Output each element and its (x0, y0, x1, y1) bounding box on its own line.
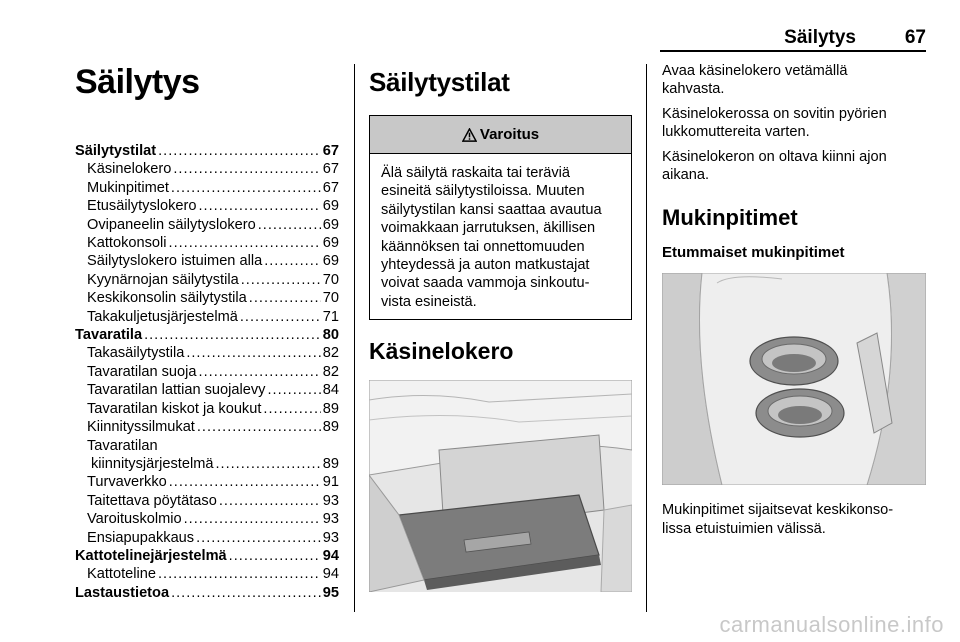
toc-entry-title: Takakuljetusjärjestelmä (87, 308, 238, 325)
toc-entry-page: 67 (322, 161, 339, 178)
toc-entry-page: 93 (322, 492, 339, 509)
dot-leader (197, 418, 321, 436)
warning-header (370, 116, 631, 154)
toc-entry-page: 89 (322, 455, 339, 472)
toc-entry-page: 80 (322, 327, 339, 344)
toc-entry-page: 71 (322, 308, 339, 325)
toc-entry: Tavaratilan (87, 437, 158, 454)
dot-leader (199, 363, 321, 381)
dot-leader (240, 308, 321, 326)
toc-entry[interactable] (75, 179, 339, 197)
toc-entry-page: 93 (322, 529, 339, 546)
content-column-2 (369, 62, 632, 592)
text-line: Avaa käsinelokero vetämällä (662, 63, 848, 79)
toc-entry-title: kiinnitysjärjestelmä (91, 455, 214, 472)
toc-entry-page: 89 (322, 419, 339, 436)
toc-entry-title: Kiinnityssilmukat (87, 419, 195, 436)
warning-line: Älä säilytä raskaita tai teräviä (381, 165, 570, 181)
dot-leader (263, 400, 320, 418)
section-title: Säilytystilat (369, 67, 510, 97)
toc-section-entry[interactable] (75, 326, 339, 344)
text-line: lissa etuistuimien välissä. (662, 520, 826, 537)
dot-leader (199, 197, 321, 215)
toc-entry[interactable] (75, 529, 339, 547)
toc-entry-title: Takasäilytystila (87, 345, 185, 362)
table-of-contents (75, 142, 339, 602)
dot-leader (229, 547, 321, 565)
toc-entry-title: Kattokonsoli (87, 235, 167, 252)
dot-leader (196, 529, 321, 547)
toc-entry-title: Keskikonsolin säilytystila (87, 290, 247, 307)
toc-entry[interactable] (75, 510, 339, 528)
column-divider (354, 64, 355, 612)
dot-leader (169, 234, 321, 252)
toc-entry[interactable] (75, 455, 339, 473)
toc-entry-title: Tavaratilan lattian suojalevy (87, 382, 266, 399)
toc-entry-title: Tavaratila (75, 327, 143, 344)
watermark: carmanualsonline.info (719, 612, 944, 637)
toc-entry-page: 93 (322, 511, 339, 528)
toc-entry-page: 91 (322, 474, 339, 491)
toc-entry-title: Tavaratilan suoja (87, 363, 197, 380)
dot-leader (173, 160, 320, 178)
toc-entry-page: 84 (322, 382, 339, 399)
toc-entry-title: Ovipaneelin säilytyslokero (87, 216, 256, 233)
paragraph-open-glovebox (662, 62, 926, 99)
sub-heading: Etummaiset mukinpitimet (662, 244, 845, 262)
caption-cupholders (662, 501, 926, 538)
toc-entry-page: 70 (322, 290, 339, 307)
toc-entry-title: Turvaverkko (87, 474, 167, 491)
dot-leader (267, 381, 320, 399)
toc-entry[interactable] (75, 252, 339, 270)
glovebox-illustration (369, 380, 632, 592)
toc-entry[interactable] (75, 289, 339, 307)
toc-entry[interactable] (75, 381, 339, 399)
toc-entry[interactable] (75, 492, 339, 510)
cupholder-illustration (662, 273, 926, 485)
toc-entry-page: 94 (322, 566, 339, 583)
toc-entry-page: 70 (322, 271, 339, 288)
running-header-title: Säilytys (784, 27, 856, 48)
toc-entry-title: Kyynärnojan säilytystila (87, 271, 239, 288)
toc-entry-title: Ensiapupakkaus (87, 529, 195, 546)
toc-column (75, 62, 339, 602)
toc-entry[interactable] (75, 271, 339, 289)
toc-entry-page: 82 (322, 363, 339, 380)
chapter-title: Säilytys (75, 63, 200, 101)
toc-entry-title: Säilytyslokero istuimen alla (87, 253, 263, 270)
toc-entry[interactable] (75, 160, 339, 178)
toc-entry[interactable] (75, 363, 339, 381)
toc-entry-page: 69 (322, 235, 339, 252)
warning-line: säilytystilan kansi saattaa avautua (381, 201, 602, 218)
toc-section-entry[interactable] (75, 547, 339, 565)
warning-line: vista esineistä. (381, 293, 477, 310)
dot-leader (144, 326, 321, 344)
toc-entry-page: 67 (322, 143, 339, 159)
dot-leader (158, 565, 321, 583)
dot-leader (184, 510, 321, 528)
dot-leader (171, 179, 321, 197)
content-column-3 (662, 62, 926, 544)
toc-entry[interactable] (75, 234, 339, 252)
text-line: kahvasta. (662, 81, 725, 98)
toc-entry[interactable] (75, 344, 339, 362)
subsection-title: Käsinelokero (369, 338, 514, 365)
column-divider (646, 64, 647, 612)
toc-entry[interactable] (75, 308, 339, 326)
paragraph-adapter (662, 105, 926, 142)
toc-entry-title: Varoituskolmio (87, 511, 182, 528)
toc-entry[interactable] (75, 418, 339, 436)
header-rule (660, 50, 926, 52)
toc-entry-page: 69 (322, 216, 339, 233)
toc-entry-page: 89 (322, 400, 339, 417)
toc-entry-page: 94 (322, 547, 339, 564)
text-line: lukkomuttereita varten. (662, 124, 810, 141)
section-title: Mukinpitimet (662, 205, 798, 231)
toc-entry-title: Lastaustietoa (75, 584, 170, 601)
toc-section-entry[interactable] (75, 584, 339, 602)
dot-leader (241, 271, 321, 289)
dot-leader (186, 344, 320, 362)
toc-entry-title: Kattotelinejärjestelmä (75, 547, 227, 564)
warning-text (370, 154, 631, 319)
toc-entry[interactable] (75, 565, 339, 583)
toc-entry[interactable] (75, 473, 339, 491)
dot-leader (219, 492, 321, 510)
toc-entry-page: 67 (322, 179, 339, 196)
page-number: 67 (904, 27, 926, 48)
toc-entry-page: 95 (322, 584, 339, 601)
warning-line: voimakkaan jarrutuksen, äkillisen (381, 220, 596, 237)
dot-leader (264, 252, 321, 270)
warning-triangle-icon (462, 128, 477, 142)
toc-entry[interactable] (75, 197, 339, 215)
dot-leader (171, 584, 321, 602)
toc-entry-title: Käsinelokero (87, 161, 172, 178)
warning-line: yhteydessä ja auton matkustajat (381, 257, 590, 274)
warning-line: esineitä säilytystiloissa. Muuten (381, 183, 585, 200)
toc-entry-title: Taitettava pöytätaso (87, 492, 217, 509)
paragraph-closed-while-driving (662, 148, 926, 185)
warning-label: Varoitus (479, 126, 540, 143)
toc-entry-title: Mukinpitimet (87, 179, 169, 196)
dot-leader (215, 455, 320, 473)
text-line: Käsinelokerossa on sovitin pyörien (662, 105, 887, 122)
toc-entry[interactable] (75, 216, 339, 234)
toc-entry-title: Tavaratilan kiskot ja koukut (87, 400, 262, 417)
toc-section-entry[interactable] (75, 142, 339, 160)
dot-leader (258, 216, 321, 234)
warning-box (369, 115, 632, 320)
dot-leader (249, 289, 321, 307)
warning-line: voivat saada vammoja sinkoutu- (381, 275, 590, 292)
toc-entry-title: Kattoteline (87, 566, 156, 583)
warning-line: käännöksen tai onnettomuuden (381, 238, 585, 255)
toc-entry-page: 69 (322, 198, 339, 215)
text-line: Mukinpitimet sijaitsevat keskikonso- (662, 502, 894, 519)
toc-entry-page: 82 (322, 345, 339, 362)
dot-leader (158, 142, 321, 160)
toc-entry-title: Säilytystilat (75, 143, 157, 159)
text-line: Käsinelokeron on oltava kiinni ajon (662, 148, 887, 165)
dot-leader (169, 473, 321, 491)
text-line: aikana. (662, 167, 710, 184)
toc-entry-title: Etusäilytyslokero (87, 198, 197, 215)
toc-entry[interactable] (75, 400, 339, 418)
toc-entry-page: 69 (322, 253, 339, 270)
